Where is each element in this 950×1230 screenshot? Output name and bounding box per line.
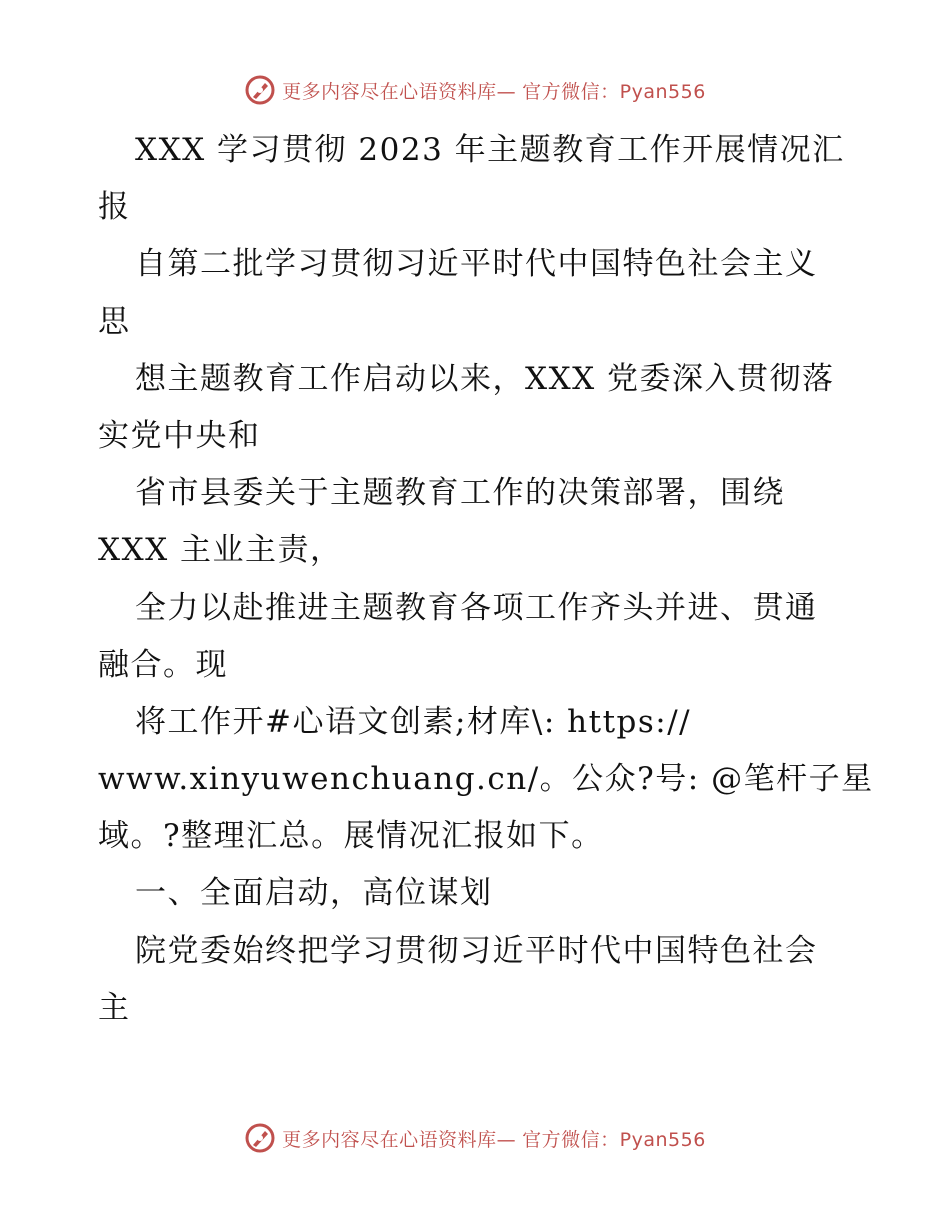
watermark-text: 更多内容尽在心语资料库— xyxy=(282,1128,517,1151)
doc-title-line-1: XXX 学习贯彻 2023 年主题教育工作开展情况汇 xyxy=(135,132,845,168)
paragraph-line: 自第二批学习贯彻习近平时代中国特色社会主义 xyxy=(135,246,818,283)
pen-logo-icon xyxy=(244,1122,276,1154)
watermark-text: 更多内容尽在心语资料库— xyxy=(282,80,517,103)
paragraph-line: 省市县委关于主题教育工作的决策部署，围绕 xyxy=(135,475,785,512)
paragraph-line: 融合。现 xyxy=(98,646,228,683)
paragraph-line: 院党委始终把学习贯彻习近平时代中国特色社会 xyxy=(135,932,818,969)
header-watermark xyxy=(0,74,950,106)
watermark-contact: 官方微信：Pyan556 xyxy=(522,80,706,103)
document-body xyxy=(98,122,874,1037)
paragraph-line: 将工作开#心语文创素;材库\: https:// xyxy=(135,703,692,740)
pen-logo-icon xyxy=(244,74,276,106)
section-heading: 一、全面启动，高位谋划 xyxy=(135,875,493,912)
doc-title-line-2: 报 xyxy=(98,189,131,226)
paragraph-line: 主 xyxy=(98,989,131,1026)
paragraph-line: 思 xyxy=(98,303,131,340)
paragraph-line: 域。?整理汇总。展情况汇报如下。 xyxy=(98,818,604,855)
paragraph-line: XXX 主业主责， xyxy=(98,532,343,569)
paragraph-line: 全力以赴推进主题教育各项工作齐头并进、贯通 xyxy=(135,589,818,626)
watermark-contact: 官方微信：Pyan556 xyxy=(522,1128,706,1151)
paragraph-line: www.xinyuwenchuang.cn/。公众?号: @笔杆子星 xyxy=(98,761,874,798)
paragraph-line: 实党中央和 xyxy=(98,417,261,454)
paragraph-line: 想主题教育工作启动以来，XXX 党委深入贯彻落 xyxy=(135,360,835,397)
footer-watermark xyxy=(0,1122,950,1154)
